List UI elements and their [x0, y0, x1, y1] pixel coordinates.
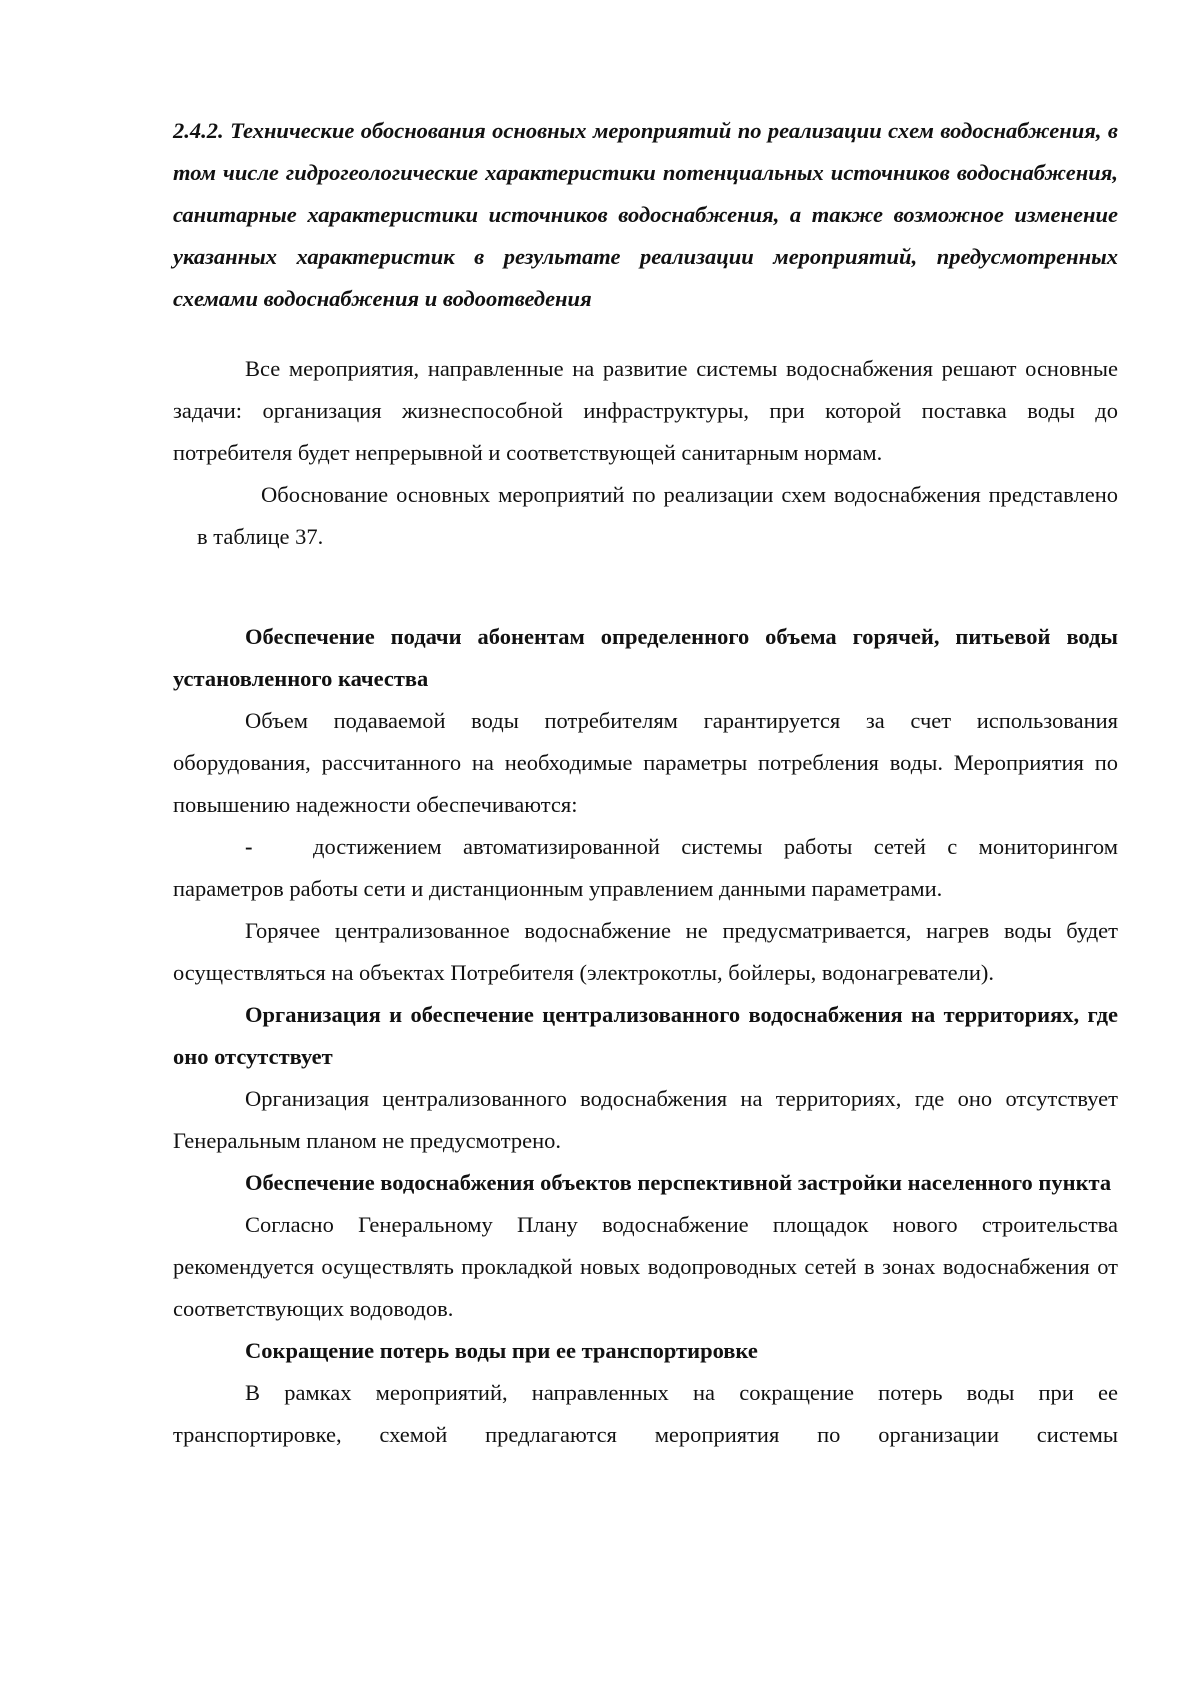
- table-reference-paragraph: Обоснование основных мероприятий по реализации схем водоснабжения представлено в таблице 37.: [197, 482, 1118, 549]
- heading-prospective: Обеспечение водоснабжения объектов перспективной застройки населенного пункта: [245, 1170, 1112, 1195]
- losses-paragraph: В рамках мероприятий, направленных на сокращение потерь воды при ее транспортировке, схемой предлагаются мероприятия по организации системы: [173, 1380, 1118, 1447]
- supply-paragraph: Объем подаваемой воды потребителям гарантируется за счет использования оборудования, рассчитанного на необходимые параметры потребления воды. Мероприятия по повышению надежности обеспечиваются:: [173, 708, 1118, 817]
- document-body: [173, 110, 1118, 1456]
- section-title: 2.4.2. Технические обоснования основных мероприятий по реализации схем водоснабжения, в том числе гидрогеологические характеристики потенциальных источников водоснабжения, санитарные характеристики источников водоснабжения, а также возможное изменение указанных характеристик в результате реализации мероприятий, предусмотренных схемами водоснабжения и водоотведения: [173, 118, 1118, 311]
- heading-organization: Организация и обеспечение централизованного водоснабжения на территориях, где оно отсутствует: [173, 1002, 1118, 1069]
- heading-supply: Обеспечение подачи абонентам определенного объема горячей, питьевой воды установленного качества: [173, 624, 1118, 691]
- spacer: [173, 320, 1118, 348]
- bullet-dash: -: [245, 834, 253, 859]
- heading-losses: Сокращение потерь воды при ее транспортировке: [245, 1338, 758, 1363]
- prospective-paragraph: Согласно Генеральному Плану водоснабжение площадок нового строительства рекомендуется осуществлять прокладкой новых водопроводных сетей в зонах водоснабжения от соответствующих водоводов.: [173, 1212, 1118, 1321]
- bullet-item: [173, 826, 1118, 910]
- hot-water-paragraph: Горячее централизованное водоснабжение не предусматривается, нагрев воды будет осуществляться на объектах Потребителя (электрокотлы, бойлеры, водонагреватели).: [173, 918, 1118, 985]
- bullet-text: достижением автоматизированной системы работы сетей с мониторингом параметров работы сети и дистанционным управлением данными параметрами.: [173, 834, 1118, 901]
- intro-paragraph: Все мероприятия, направленные на развитие системы водоснабжения решают основные задачи: организация жизнеспособной инфраструктуры, при которой поставка воды до потребителя будет непрерывной и соответствующей санитарным нормам.: [173, 356, 1118, 465]
- organization-paragraph: Организация централизованного водоснабжения на территориях, где оно отсутствует Генеральным планом не предусмотрено.: [173, 1086, 1118, 1153]
- spacer: [173, 558, 1118, 616]
